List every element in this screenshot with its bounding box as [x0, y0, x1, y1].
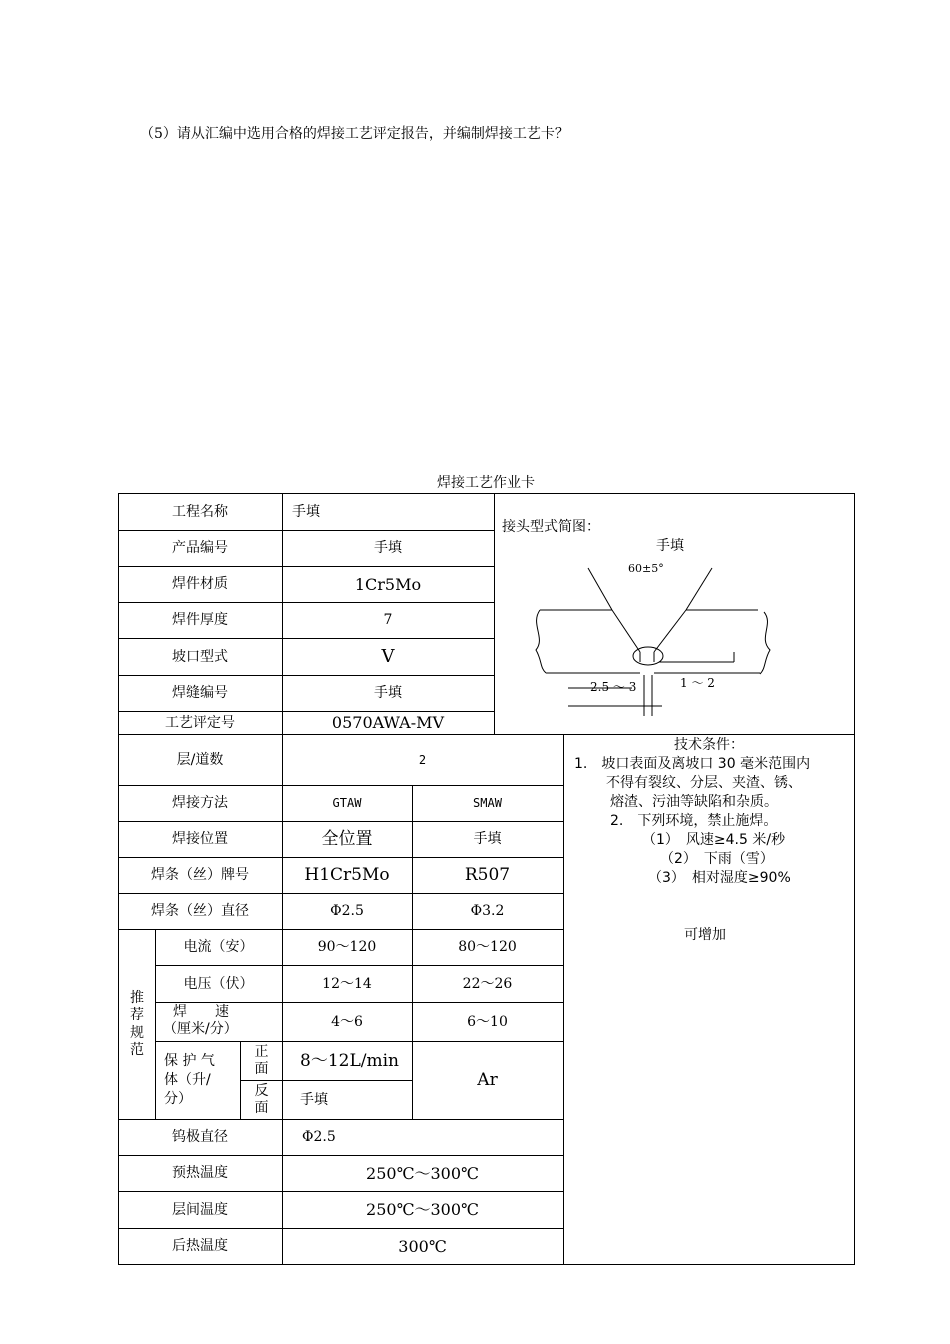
tech-title: 技术条件：: [674, 737, 744, 753]
joint-sketch-fill: 手填: [656, 538, 684, 554]
position-value-2: 手填: [473, 831, 502, 848]
preheat-value: 250℃～300℃: [366, 1163, 479, 1183]
position-value-1: 全位置: [321, 829, 373, 850]
tech-item1-line3: 熔渣、污油等缺陷和杂质。: [610, 794, 778, 810]
current-value-1: 90～120: [317, 939, 377, 956]
question-text: （5）请从汇编中选用合格的焊接工艺评定报告，并编制焊接工艺卡？: [140, 126, 569, 142]
gas-label-line3: 分）: [164, 1091, 192, 1107]
method-value-1: GTAW: [332, 796, 362, 811]
postheat-label: 后热温度: [172, 1238, 228, 1255]
current-label: 电流（安）: [183, 939, 254, 956]
gas-label: [164, 1052, 238, 1109]
gas-front-label: 正面: [254, 1043, 269, 1077]
gas-back-label: 反面: [254, 1082, 269, 1116]
pqr-no-value: 0570AWA-MV: [331, 713, 445, 733]
brand-value-2: R507: [464, 865, 511, 886]
project-name-value: 手填: [292, 503, 320, 520]
joint-sketch-title: 接头型式简图：: [502, 519, 600, 535]
material-label: 焊件材质: [172, 576, 228, 593]
voltage-label: 电压（伏）: [183, 975, 254, 992]
speed-value-1: 4～6: [331, 1013, 363, 1030]
pqr-no-label: 工艺评定号: [165, 714, 235, 731]
interpass-label: 层间温度: [172, 1201, 228, 1218]
tech-sub2: （2） 下雨（雪）: [660, 851, 774, 867]
postheat-value: 300℃: [398, 1236, 447, 1256]
current-value-2: 80～120: [458, 939, 517, 956]
gas-type-value: Ar: [477, 1070, 498, 1091]
gas-label-line1: 保 护 气: [164, 1053, 215, 1069]
voltage-value-1: 12～14: [322, 975, 372, 992]
weld-no-value: 手填: [374, 685, 402, 702]
joint-root-label: 1 ～ 2: [680, 676, 715, 690]
diameter-value-1: Φ2.5: [330, 903, 364, 920]
card-title: 焊接工艺作业卡: [437, 475, 535, 491]
product-no-label: 产品编号: [172, 540, 228, 557]
tech-item1-line1: 1. 坡口表面及离坡口 30 毫米范围内: [574, 756, 811, 772]
groove-type-value: V: [381, 646, 395, 668]
method-value-2: SMAW: [473, 796, 502, 811]
tech-extra: 可增加: [684, 927, 726, 943]
joint-gap-label: 2.5 ～ 3: [590, 680, 637, 694]
thickness-label: 焊件厚度: [172, 612, 228, 629]
tech-sub1: （1） 风速≥4.5 米/秒: [642, 832, 786, 848]
gas-label-line2: 体（升/: [164, 1072, 211, 1088]
speed-value-2: 6～10: [467, 1013, 508, 1030]
tech-sub3: （3） 相对湿度≥90%: [648, 870, 791, 886]
spec-group-label: 推荐规范: [130, 989, 144, 1058]
tungsten-value: Φ2.5: [302, 1129, 336, 1146]
gas-front-value: 8～12L/min: [300, 1050, 399, 1071]
voltage-value-2: 22～26: [462, 975, 513, 992]
method-label: 焊接方法: [172, 795, 228, 812]
thickness-value: 7: [383, 612, 393, 629]
groove-type-label: 坡口型式: [172, 648, 228, 665]
layers-value: 2: [418, 752, 427, 767]
material-value: 1Cr5Mo: [354, 574, 422, 594]
gas-back-value: 手填: [300, 1091, 328, 1108]
position-label: 焊接位置: [172, 831, 228, 848]
diameter-value-2: Φ3.2: [470, 903, 505, 920]
tech-item1-line2: 不得有裂纹、分层、夹渣、锈、: [606, 775, 802, 791]
weld-no-label: 焊缝编号: [172, 685, 228, 702]
speed-label-line2: （厘米/分）: [163, 1021, 238, 1037]
joint-angle-label: 60±5°: [628, 562, 664, 575]
tungsten-label: 钨极直径: [172, 1129, 228, 1146]
product-no-value: 手填: [374, 540, 402, 557]
layers-label: 层/道数: [176, 751, 224, 768]
project-name-label: 工程名称: [172, 503, 228, 520]
joint-sketch-diagram: [494, 540, 854, 730]
brand-label: 焊条（丝）牌号: [151, 867, 249, 884]
speed-label-line1: 焊 速: [173, 1004, 229, 1020]
diameter-label: 焊条（丝）直径: [151, 903, 249, 920]
tech-item2: 2. 下列环境，禁止施焊。: [610, 813, 778, 829]
preheat-label: 预热温度: [172, 1165, 228, 1182]
interpass-value: 250℃～300℃: [366, 1200, 479, 1220]
speed-label: [163, 1004, 282, 1041]
brand-value-1: H1Cr5Mo: [304, 865, 390, 886]
tech-conditions: [564, 736, 854, 945]
